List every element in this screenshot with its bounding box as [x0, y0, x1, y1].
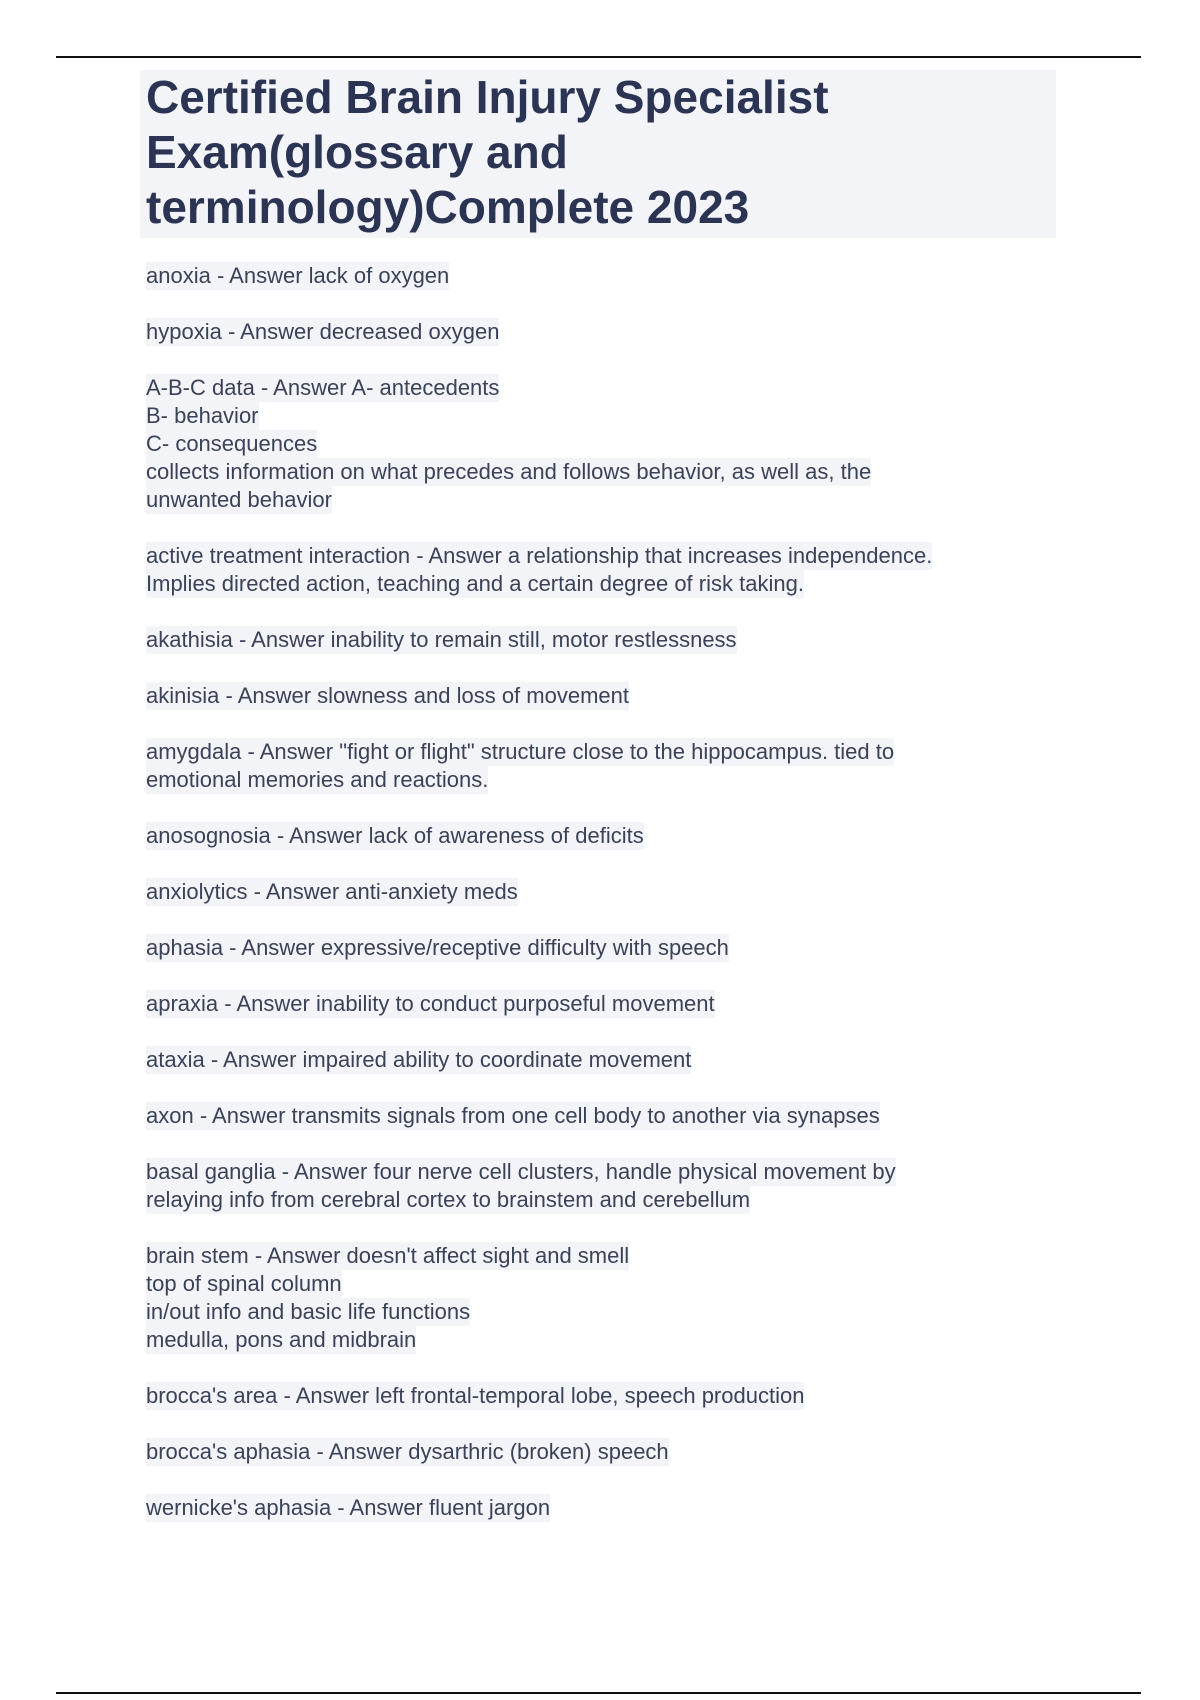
- title-block: [140, 70, 1056, 238]
- glossary-entry: [146, 878, 1046, 906]
- page-title: [140, 70, 1056, 235]
- glossary-term-line: brocca's area - Answer left frontal-temporal lobe, speech production: [146, 1383, 805, 1408]
- glossary-entry: [146, 1382, 1046, 1410]
- glossary-term-line: wernicke's aphasia - Answer fluent jargon: [146, 1495, 551, 1520]
- glossary-entry: [146, 1102, 1046, 1130]
- glossary-entry: [146, 626, 1046, 654]
- glossary-entry: [146, 1242, 1046, 1354]
- glossary-definition-line: B- behavior: [146, 403, 259, 428]
- glossary-definition-line: emotional memories and reactions.: [146, 767, 489, 792]
- title-line: Certified Brain Injury Specialist: [146, 71, 829, 123]
- glossary-entry: [146, 738, 1046, 794]
- glossary-definition-line: in/out info and basic life functions: [146, 1299, 471, 1324]
- glossary-definition-line: Implies directed action, teaching and a certain degree of risk taking.: [146, 571, 804, 596]
- glossary-entry: [146, 542, 1046, 598]
- glossary-term-line: active treatment interaction - Answer a relationship that increases independence.: [146, 543, 933, 568]
- glossary-term-line: hypoxia - Answer decreased oxygen: [146, 319, 500, 344]
- glossary-entry: [146, 990, 1046, 1018]
- glossary-entry: [146, 374, 1046, 514]
- glossary-entry: [146, 1494, 1046, 1522]
- glossary-term-line: akathisia - Answer inability to remain still, motor restlessness: [146, 627, 737, 652]
- glossary-term-line: apraxia - Answer inability to conduct purposeful movement: [146, 991, 715, 1016]
- bottom-rule: [56, 1692, 1141, 1694]
- glossary-entry: [146, 934, 1046, 962]
- glossary-term-line: ataxia - Answer impaired ability to coordinate movement: [146, 1047, 692, 1072]
- glossary-entry: [146, 822, 1046, 850]
- glossary-term-line: anoxia - Answer lack of oxygen: [146, 263, 450, 288]
- glossary-entry: [146, 318, 1046, 346]
- glossary-entry: [146, 1438, 1046, 1466]
- title-line: terminology)Complete 2023: [146, 181, 750, 233]
- glossary-list: [146, 262, 1046, 1550]
- glossary-term-line: amygdala - Answer "fight or flight" structure close to the hippocampus. tied to: [146, 739, 895, 764]
- glossary-term-line: brain stem - Answer doesn't affect sight and smell: [146, 1243, 630, 1268]
- top-rule: [56, 56, 1141, 58]
- glossary-term-line: anxiolytics - Answer anti-anxiety meds: [146, 879, 518, 904]
- glossary-entry: [146, 1158, 1046, 1214]
- glossary-term-line: basal ganglia - Answer four nerve cell clusters, handle physical movement by: [146, 1159, 896, 1184]
- glossary-entry: [146, 682, 1046, 710]
- glossary-term-line: anosognosia - Answer lack of awareness of deficits: [146, 823, 644, 848]
- glossary-term-line: A-B-C data - Answer A- antecedents: [146, 375, 500, 400]
- glossary-definition-line: C- consequences: [146, 431, 318, 456]
- glossary-term-line: axon - Answer transmits signals from one cell body to another via synapses: [146, 1103, 880, 1128]
- glossary-entry: [146, 262, 1046, 290]
- glossary-term-line: brocca's aphasia - Answer dysarthric (broken) speech: [146, 1439, 669, 1464]
- glossary-term-line: aphasia - Answer expressive/receptive difficulty with speech: [146, 935, 729, 960]
- glossary-definition-line: relaying info from cerebral cortex to brainstem and cerebellum: [146, 1187, 751, 1212]
- glossary-definition-line: unwanted behavior: [146, 487, 332, 512]
- glossary-term-line: akinisia - Answer slowness and loss of movement: [146, 683, 629, 708]
- glossary-entry: [146, 1046, 1046, 1074]
- glossary-definition-line: medulla, pons and midbrain: [146, 1327, 417, 1352]
- glossary-definition-line: top of spinal column: [146, 1271, 342, 1296]
- title-line: Exam(glossary and: [146, 126, 568, 178]
- glossary-definition-line: collects information on what precedes and follows behavior, as well as, the: [146, 459, 872, 484]
